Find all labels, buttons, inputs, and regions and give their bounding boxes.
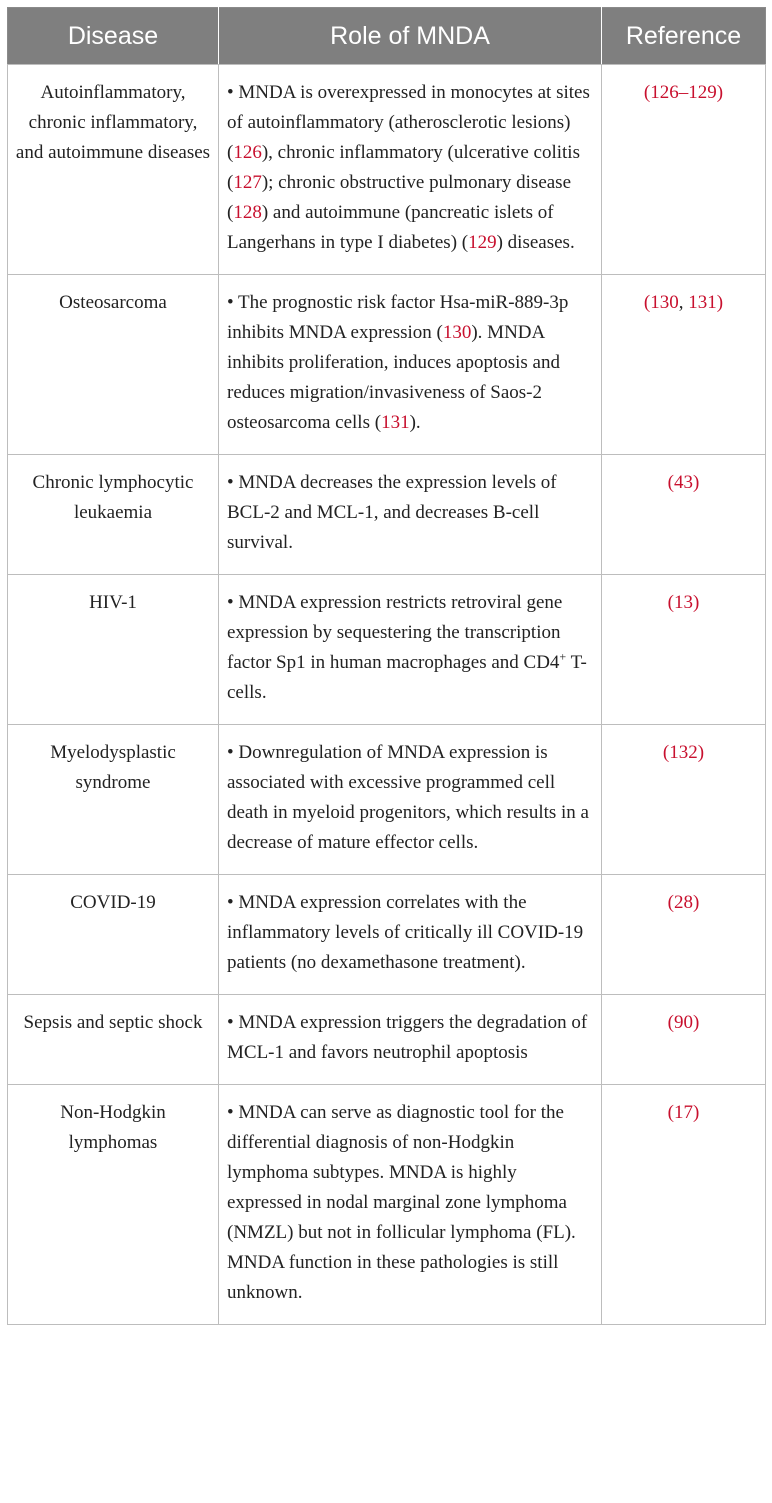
disease-cell: Osteosarcoma <box>8 275 219 455</box>
reference-cell <box>602 725 766 875</box>
table-row <box>8 455 766 575</box>
role-text: ); chronic obstructive pulmonary disease ( <box>227 172 572 223</box>
role-cell: • MNDA expression correlates with the inflammatory levels of critically ill COVID-19 patients (no dexamethasone treatment). <box>219 875 602 995</box>
role-text: • The prognostic risk factor Hsa-miR-889-3p inhibits MNDA expression ( <box>227 292 569 343</box>
table-row <box>8 275 766 455</box>
disease-cell: Chronic lymphocytic leukaemia <box>8 455 219 575</box>
disease-cell: Myelodysplastic syndrome <box>8 725 219 875</box>
ref-paren: ) <box>716 292 724 313</box>
role-cell <box>219 65 602 275</box>
role-cell <box>219 575 602 725</box>
reference-link[interactable]: 17 <box>674 1102 693 1123</box>
citation-link[interactable]: 131 <box>381 412 410 433</box>
header-row <box>8 8 766 65</box>
reference-cell <box>602 1085 766 1325</box>
disease-cell: Non-Hodgkin lymphomas <box>8 1085 219 1325</box>
reference-link[interactable]: 28 <box>674 892 693 913</box>
table-row <box>8 1085 766 1325</box>
ref-paren: ) <box>716 82 724 103</box>
reference-cell <box>602 875 766 995</box>
role-text: ) diseases. <box>496 232 575 253</box>
role-cell: • MNDA can serve as diagnostic tool for the differential diagnosis of non-Hodgkin lymphoma subtypes. MNDA is highly expressed in nodal marginal zone lymphoma (NMZL) but not in follicular lymphoma (FL). MNDA function in these pathologies is still unknown. <box>219 1085 602 1325</box>
reference-link[interactable]: 126–129 <box>650 82 717 103</box>
citation-link[interactable]: 129 <box>468 232 497 253</box>
role-text: T-cells. <box>227 652 587 703</box>
table-row <box>8 575 766 725</box>
ref-paren: ( <box>643 292 651 313</box>
ref-paren: ( <box>667 892 674 913</box>
header-disease: Disease <box>8 8 219 65</box>
header-reference: Reference <box>602 8 766 65</box>
header-role: Role of MNDA <box>219 8 602 65</box>
ref-separator: , <box>678 292 689 313</box>
citation-link[interactable]: 130 <box>442 322 472 343</box>
role-text: ). <box>409 412 421 433</box>
ref-paren: ( <box>667 1012 674 1033</box>
reference-link[interactable]: 43 <box>674 472 693 493</box>
citation-link[interactable]: 127 <box>233 172 262 193</box>
ref-paren: ( <box>667 472 674 493</box>
role-text: ) and autoimmune (pancreatic islets of Langerhans in type I diabetes) ( <box>227 202 554 253</box>
superscript-plus: + <box>559 649 567 664</box>
reference-link[interactable]: 130 <box>650 292 679 313</box>
reference-cell <box>602 455 766 575</box>
reference-link[interactable]: 90 <box>674 1012 693 1033</box>
ref-paren: ( <box>643 82 651 103</box>
table-row <box>8 995 766 1085</box>
reference-cell <box>602 575 766 725</box>
disease-cell: Autoinflammatory, chronic inflammatory, and autoimmune diseases <box>8 65 219 275</box>
role-text: ), chronic inflammatory (ulcerative colitis ( <box>227 142 580 193</box>
table-row <box>8 875 766 995</box>
ref-paren: ( <box>667 1102 674 1123</box>
reference-cell <box>602 275 766 455</box>
role-text: • MNDA is overexpressed in monocytes at sites of autoinflammatory (atherosclerotic lesions) ( <box>227 82 590 163</box>
role-cell: • MNDA expression triggers the degradation of MCL-1 and favors neutrophil apoptosis <box>219 995 602 1085</box>
ref-paren: ( <box>667 592 674 613</box>
ref-paren: ) <box>693 1012 700 1033</box>
table-row <box>8 65 766 275</box>
mnda-disease-table <box>7 7 766 1325</box>
citation-link[interactable]: 126 <box>233 142 262 163</box>
role-cell: • MNDA decreases the expression levels of BCL-2 and MCL-1, and decreases B-cell survival. <box>219 455 602 575</box>
table-row <box>8 725 766 875</box>
reference-link[interactable]: 131 <box>688 292 717 313</box>
role-cell: • Downregulation of MNDA expression is associated with excessive programmed cell death in myeloid progenitors, which results in a decrease of mature effector cells. <box>219 725 602 875</box>
disease-cell: COVID-19 <box>8 875 219 995</box>
disease-cell: Sepsis and septic shock <box>8 995 219 1085</box>
role-cell <box>219 275 602 455</box>
citation-link[interactable]: 128 <box>233 202 262 223</box>
disease-cell: HIV-1 <box>8 575 219 725</box>
ref-paren: ) <box>693 1102 700 1123</box>
role-text: • MNDA expression restricts retroviral gene expression by sequestering the transcription factor Sp1 in human macrophages and CD4 <box>227 592 563 673</box>
ref-paren: ) <box>693 592 700 613</box>
reference-link[interactable]: 132 <box>669 742 698 763</box>
ref-paren: ) <box>693 472 700 493</box>
ref-paren: ) <box>697 742 705 763</box>
reference-cell <box>602 995 766 1085</box>
ref-paren: ( <box>662 742 670 763</box>
ref-paren: ) <box>693 892 700 913</box>
reference-cell <box>602 65 766 275</box>
reference-link[interactable]: 13 <box>674 592 693 613</box>
role-text: ). MNDA inhibits proliferation, induces apoptosis and reduces migration/invasiveness of Saos-2 osteosarcoma cells ( <box>227 322 560 433</box>
